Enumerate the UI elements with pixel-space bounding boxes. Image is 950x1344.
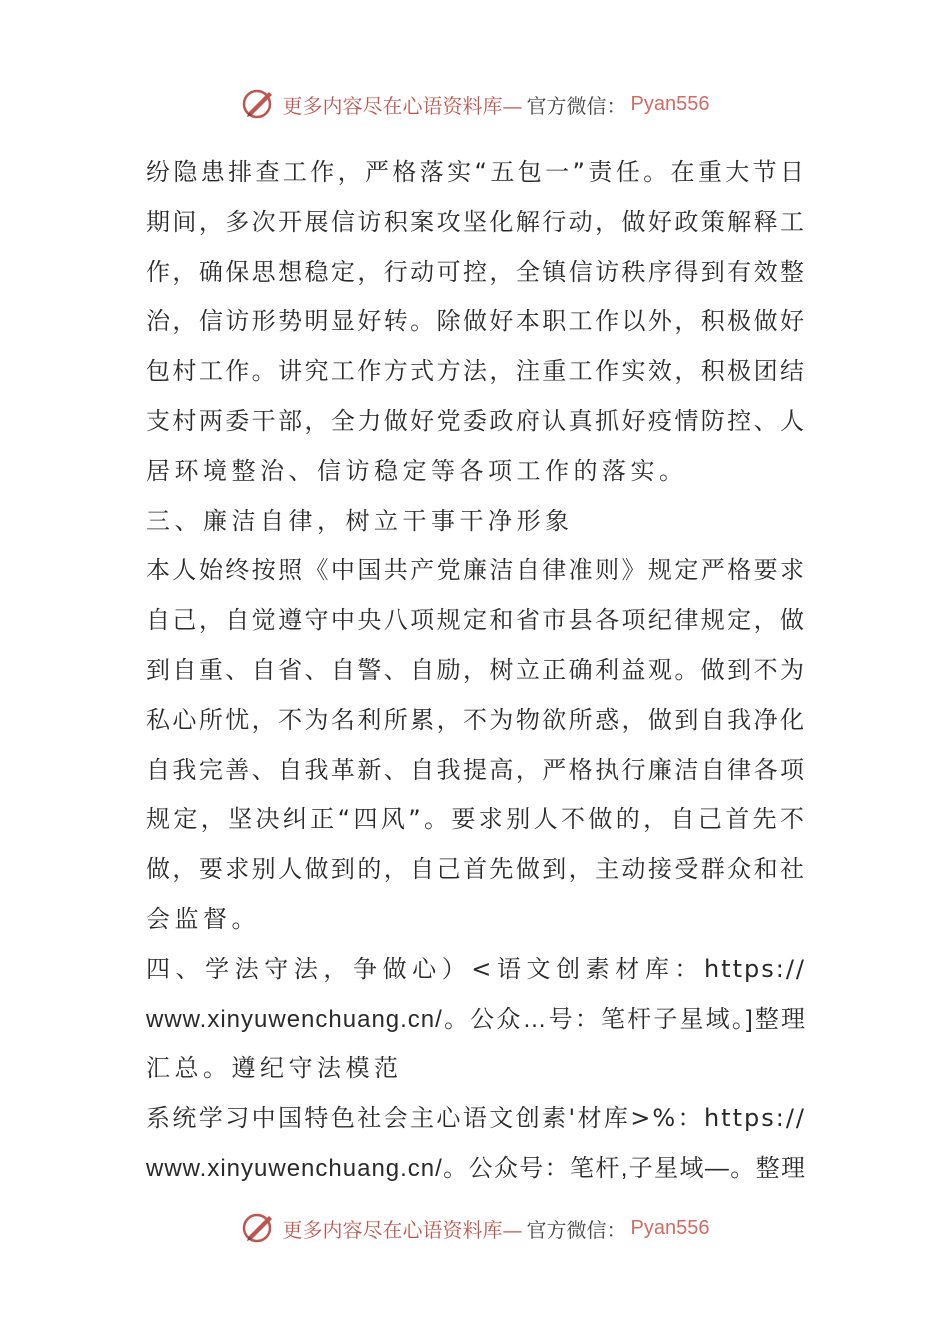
footer-wechat-id: Pyan556 [630, 1216, 710, 1239]
body-line: 纷隐患排查工作，严格落实“五包一”责任。在重大节日 [146, 158, 806, 186]
body-line: 作，确保思想稳定，行动可控，全镇信访秩序得到有效整 [146, 257, 806, 286]
document-body [146, 148, 806, 1194]
body-line: www.xinyuwenchuang.cn/。公众号：笔杆,子星域—。整理 [146, 1154, 806, 1182]
body-line: 居环境整治、信访稳定等各项工作的落实。 [146, 456, 688, 485]
header-wechat-id: Pyan556 [630, 92, 710, 115]
body-line: 规定，坚决纠正“四风”。要求别人不做的，自己首先不 [146, 805, 806, 834]
body-line: 支村两委干部，全力做好党委政府认真抓好疫情防控、人 [146, 406, 806, 435]
body-line: 自我完善、自我革新、自我提高，严格执行廉洁自律各项 [146, 755, 806, 784]
body-line: 汇总。遵纪守法模范 [146, 1054, 403, 1083]
body-line: 做，要求别人做到的，自己首先做到，主动接受群众和社 [146, 855, 806, 884]
body-line: 会监督。 [146, 904, 260, 933]
body-line: 包村工作。讲究工作方式方法，注重工作实效，积极团结 [146, 357, 806, 386]
body-line: 期间，多次开展信访积案攻坚化解行动，做好政策解释工 [146, 207, 806, 236]
pen-logo-icon [241, 86, 277, 122]
footer-wechat-label: 官方微信： [526, 1217, 627, 1242]
section-heading: 三、廉洁自律，树立干事干净形象 [146, 506, 574, 535]
body-line: 自己，自觉遵守中央八项规定和省市县各项纪律规定，做 [146, 606, 806, 635]
header-watermark-banner [0, 84, 950, 124]
header-wechat-label: 官方微信： [526, 93, 627, 118]
body-line: 本人始终按照《中国共产党廉洁自律准则》规定严格要求 [146, 556, 806, 585]
section-heading: 四、学法守法，争做心）<语文创素材库：https:// [146, 954, 806, 983]
pen-logo-icon [241, 1210, 277, 1246]
footer-watermark-banner [0, 1208, 950, 1248]
body-line: www.xinyuwenchuang.cn/。公众…号：笔杆子星域。]整理 [146, 1005, 806, 1033]
body-line: 系统学习中国特色社会主心语文创素'材库>%：https:// [146, 1104, 806, 1133]
body-line: 治，信访形势明显好转。除做好本职工作以外，积极做好 [146, 307, 806, 336]
body-line: 私心所忧，不为名利所累，不为物欲所惑，做到自我净化 [146, 705, 806, 734]
body-line: 到自重、自省、自警、自励，树立正确利益观。做到不为 [146, 655, 806, 684]
header-brand-text: 更多内容尽在心语资料库— [282, 93, 523, 118]
footer-brand-text: 更多内容尽在心语资料库— [282, 1217, 523, 1242]
